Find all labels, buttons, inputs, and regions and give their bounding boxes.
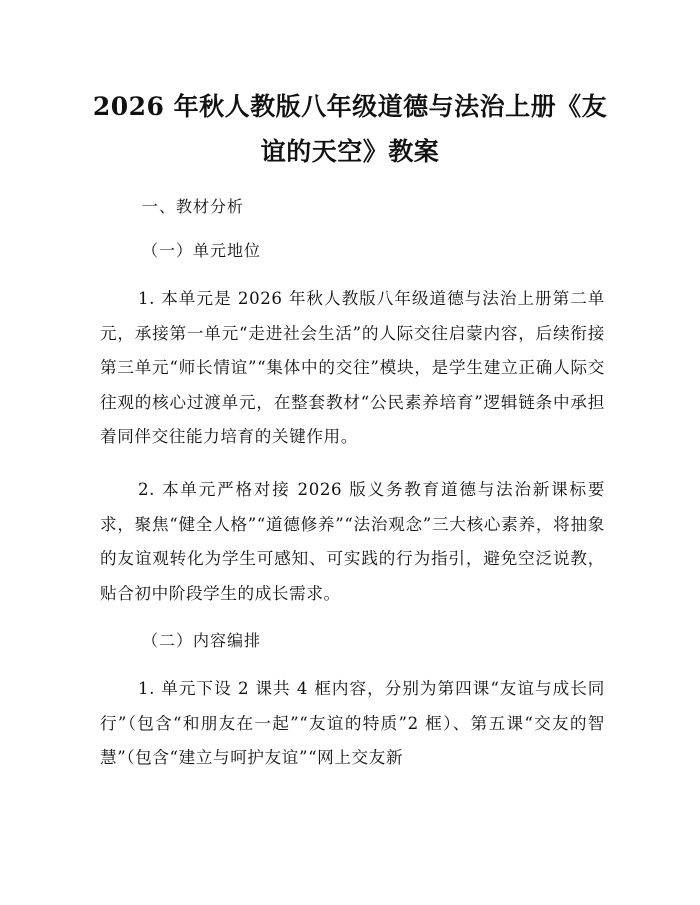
section-heading-textbook-analysis: 一、教材分析 xyxy=(142,197,245,216)
subsection-heading-unit-position: （一）单元地位 xyxy=(142,241,262,260)
paragraph-unit-position-2: 2. 本单元严格对接 2026 版义务教育道德与法治新课标要求，聚焦“健全人格”“道德修养”“法治观念”三大核心素养，将抽象的友谊观转化为学生可感知、可实践的行为指引，避免空泛说教，贴合初中阶段学生的成长需求。 xyxy=(100,480,605,603)
subsection-heading-content-arrangement: （二）内容编排 xyxy=(142,631,262,650)
document-title-line-2: 谊的天空》教案 xyxy=(260,137,440,166)
document-title-line-1: 2026 年秋人教版八年级道德与法治上册《友 xyxy=(92,92,608,121)
paragraph-unit-position-1: 1. 本单元是 2026 年秋人教版八年级道德与法治上册第二单元，承接第一单元“走进社会生活”的人际交往启蒙内容，后续衔接第三单元“师长情谊”“集体中的交往”模块，是学生建立正确人际交往观的核心过渡单元，在整套教材“公民素养培育”逻辑链条中承担着同伴交往能力培育的关键作用。 xyxy=(100,289,605,447)
paragraph-content-arrangement-1: 1. 单元下设 2 课共 4 框内容，分别为第四课“友谊与成长同行”（包含“和朋友在一起”“友谊的特质”2 框）、第五课“交友的智慧”（包含“建立与呵护友谊”“网上交友新 xyxy=(100,679,605,768)
